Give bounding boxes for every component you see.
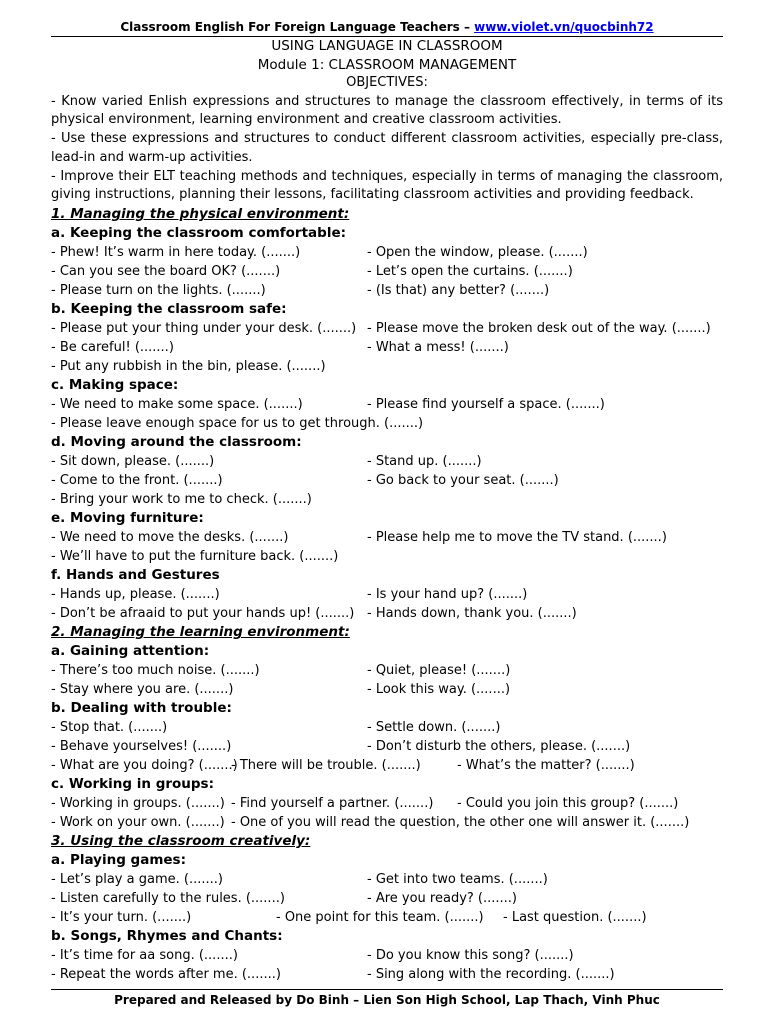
subsection-1f-title: f. Hands and Gestures — [51, 567, 220, 584]
phrase-row — [51, 718, 723, 737]
phrase-row — [51, 281, 723, 300]
phrase: - Please leave enough space for us to get through. (.......) — [51, 416, 424, 432]
phrase: - Can you see the board OK? (.......) — [51, 264, 281, 280]
phrase: - Sing along with the recording. (.......) — [367, 967, 615, 983]
subsection-2c-title: c. Working in groups: — [51, 776, 214, 793]
phrase: - Please move the broken desk out of the way. (.......) — [367, 321, 711, 337]
phrase: - Please put your thing under your desk. (.......) — [51, 321, 357, 337]
phrase: - Let’s open the curtains. (.......) — [367, 264, 573, 280]
phrase-row — [51, 528, 723, 547]
phrase: - Let’s play a game. (.......) — [51, 872, 223, 888]
phrase: - Stand up. (.......) — [367, 454, 482, 470]
objectives-heading: OBJECTIVES: — [346, 75, 428, 90]
phrase: - Stop that. (.......) — [51, 720, 168, 736]
phrase: - Stay where you are. (.......) — [51, 682, 234, 698]
phrase: - Get into two teams. (.......) — [367, 872, 548, 888]
doc-title: USING LANGUAGE IN CLASSROOM — [271, 38, 503, 54]
phrase: - Put any rubbish in the bin, please. (.......) — [51, 359, 326, 375]
phrase: - Phew! It’s warm in here today. (.......) — [51, 245, 301, 261]
objective-item: - Improve their ELT teaching methods and techniques, especially in terms of managing the classroom, giving instructions, planning their lessons, facilitating classroom activities and providing feedback. — [51, 168, 723, 203]
phrase: - Last question. (.......) — [503, 910, 647, 926]
phrase: - What a mess! (.......) — [367, 340, 509, 356]
header-link[interactable]: www.violet.vn/quocbinh72 — [474, 20, 654, 34]
phrase: - Repeat the words after me. (.......) — [51, 967, 281, 983]
phrase: - Don’t disturb the others, please. (.......) — [367, 739, 631, 755]
document-page — [51, 0, 723, 1024]
phrase-row — [51, 547, 723, 566]
phrase: - One point for this team. (.......) — [276, 910, 484, 926]
phrase: - Don’t be afraaid to put your hands up! (.......) — [51, 606, 355, 622]
phrase: - Work on your own. (.......) — [51, 815, 225, 831]
phrase-row — [51, 262, 723, 281]
phrase: - Is your hand up? (.......) — [367, 587, 528, 603]
phrase-row — [51, 794, 723, 813]
phrase: - It’s time for aa song. (.......) — [51, 948, 238, 964]
phrase: - We need to make some space. (.......) — [51, 397, 303, 413]
phrase-row — [51, 756, 723, 775]
objective-item: - Use these expressions and structures to conduct different classroom activities, especially pre-class, lead-in and warm-up activities. — [51, 131, 723, 165]
phrase: - Please help me to move the TV stand. (.......) — [367, 530, 667, 546]
section-1-title: 1. Managing the physical environment: — [51, 206, 350, 223]
phrase: - Find yourself a partner. (.......) — [231, 796, 434, 812]
phrase: - Hands down, thank you. (.......) — [367, 606, 577, 622]
phrase: - (Is that) any better? (.......) — [367, 283, 550, 299]
phrase-row — [51, 737, 723, 756]
phrase: - We’ll have to put the furniture back. (.......) — [51, 549, 339, 565]
subsection-2b-title: b. Dealing with trouble: — [51, 700, 232, 717]
phrase-row — [51, 946, 723, 965]
phrase: - There’s too much noise. (.......) — [51, 663, 260, 679]
phrase: - Go back to your seat. (.......) — [367, 473, 559, 489]
phrase-row — [51, 680, 723, 699]
section-3-title: 3. Using the classroom creatively: — [51, 833, 311, 850]
phrase-row — [51, 395, 723, 414]
phrase: - We need to move the desks. (.......) — [51, 530, 289, 546]
phrase: - One of you will read the question, the other one will answer it. (.......) — [231, 815, 690, 831]
phrase: - Open the window, please. (.......) — [367, 245, 588, 261]
phrase-row — [51, 870, 723, 889]
phrase: - Settle down. (.......) — [367, 720, 501, 736]
phrase-row — [51, 585, 723, 604]
subsection-1c-title: c. Making space: — [51, 377, 179, 394]
objective-item: - Know varied Enlish expressions and structures to manage the classroom effectively, in terms of its physical environment, learning environment and creative classroom activities. — [51, 93, 723, 128]
phrase: - Sit down, please. (.......) — [51, 454, 215, 470]
section-2-title: 2. Managing the learning environment: — [51, 624, 350, 641]
phrase-row — [51, 471, 723, 490]
header-text: Classroom English For Foreign Language Teachers – — [120, 20, 475, 34]
phrase-row — [51, 490, 723, 509]
page-footer: Prepared and Released by Do Binh – Lien Son High School, Lap Thach, Vinh Phuc — [114, 993, 660, 1007]
phrase: - Are you ready? (.......) — [367, 891, 517, 907]
phrase: - Hands up, please. (.......) — [51, 587, 220, 603]
document-body — [51, 37, 723, 984]
phrase-row — [51, 604, 723, 623]
phrase-row — [51, 243, 723, 262]
module-title: Module 1: CLASSROOM MANAGEMENT — [257, 56, 517, 73]
phrase: - Listen carefully to the rules. (.......) — [51, 891, 285, 907]
phrase-row — [51, 813, 723, 832]
phrase: - Could you join this group? (.......) — [457, 796, 679, 812]
phrase: - Please find yourself a space. (.......) — [367, 397, 605, 413]
subsection-3a-title: a. Playing games: — [51, 852, 186, 869]
phrase: - Working in groups. (.......) — [51, 796, 225, 812]
phrase-row — [51, 338, 723, 357]
phrase: - Be careful! (.......) — [51, 340, 174, 356]
phrase: - Behave yourselves! (.......) — [51, 739, 232, 755]
subsection-2a-title: a. Gaining attention: — [51, 643, 210, 660]
phrase: - Please turn on the lights. (.......) — [51, 283, 266, 299]
phrase: - Quiet, please! (.......) — [367, 663, 511, 679]
phrase: - What’s the matter? (.......) — [457, 758, 635, 774]
phrase-row — [51, 452, 723, 471]
subsection-3b-title: b. Songs, Rhymes and Chants: — [51, 928, 283, 945]
phrase: - Look this way. (.......) — [367, 682, 511, 698]
phrase: - What are you doing? (.......) — [51, 758, 238, 774]
subsection-1a-title: a. Keeping the classroom comfortable: — [51, 225, 347, 242]
phrase: - Bring your work to me to check. (.......) — [51, 492, 312, 508]
phrase-row — [51, 908, 723, 927]
subsection-1d-title: d. Moving around the classroom: — [51, 434, 302, 451]
phrase-row — [51, 661, 723, 680]
page-header — [51, 17, 723, 37]
subsection-1b-title: b. Keeping the classroom safe: — [51, 301, 287, 318]
phrase-row — [51, 357, 723, 376]
phrase: - Do you know this song? (.......) — [367, 948, 574, 964]
phrase-row — [51, 319, 723, 338]
phrase: - Come to the front. (.......) — [51, 473, 223, 489]
phrase-row — [51, 965, 723, 984]
phrase: - There will be trouble. (.......) — [231, 758, 421, 774]
phrase: - It’s your turn. (.......) — [51, 910, 192, 926]
phrase-row — [51, 889, 723, 908]
phrase-row — [51, 414, 723, 433]
subsection-1e-title: e. Moving furniture: — [51, 510, 204, 527]
